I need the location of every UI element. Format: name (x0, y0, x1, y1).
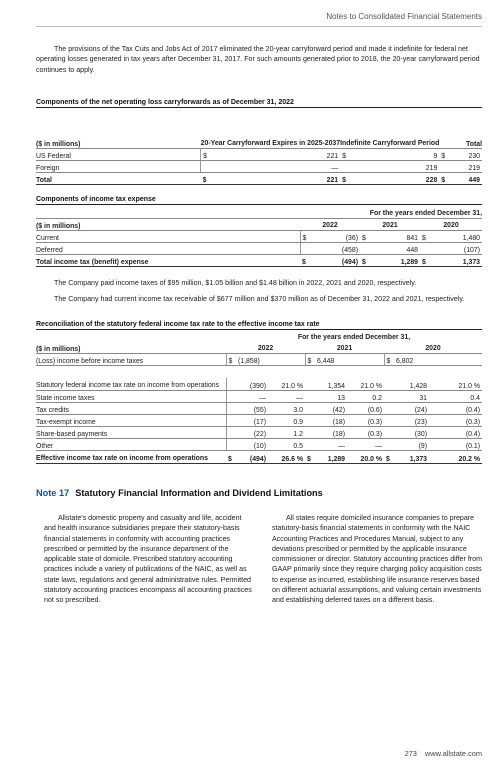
row-label: Tax-exempt income (36, 414, 226, 426)
cell-value: 26.6 % (268, 450, 305, 463)
cell-value: (36) (310, 231, 360, 243)
cell-value: 21.0 % (347, 378, 384, 391)
page-number: 273 (404, 749, 417, 758)
row-label: Statutory federal income tax rate on income from operations (36, 378, 226, 391)
column-header: Indefinite Carryforward Period (340, 112, 439, 148)
cell-value: (24) (394, 402, 429, 414)
cell-value: 228 (357, 172, 440, 184)
nol-table-title: Components of the net operating loss carryforwards as of December 31, 2022 (36, 99, 482, 108)
cell-value: 1.2 (268, 426, 305, 438)
note-left-column: Allstate's domestic property and casualty and life, accident and health insurance subsidiaries prepare their statutory-basis financial statements in conformity with accounting practices prescribed or permitted by the insurance department of the applicable state of domicile. Prescribed statutory accounting practices include a variety of publications of the NAIC, as well as state laws, regulations and general administrative rules. Permitted statutory accounting practices encompass all accounting practices not so prescribed. (44, 514, 252, 605)
cell-value: 449 (447, 172, 482, 184)
cell-value: 1,289 (315, 450, 347, 463)
table-row (36, 354, 482, 366)
cell-value: 21.0 % (268, 378, 305, 391)
note-title: Statutory Financial Information and Dividend Limitations (75, 488, 323, 498)
running-header: Notes to Consolidated Financial Statements (36, 12, 482, 27)
cell-value: 0.2 (347, 390, 384, 402)
year-header: 2021 (360, 219, 420, 231)
cell-value: (494) (236, 450, 268, 463)
row-label: Total income tax (benefit) expense (36, 255, 300, 267)
year-header: 2021 (305, 342, 384, 354)
cell-value: (0.1) (429, 438, 482, 450)
column-header: Total (439, 112, 482, 148)
row-label: Deferred (36, 243, 300, 255)
cell-value: 21.0 % (429, 378, 482, 391)
table-total-row (36, 450, 482, 463)
table-row (36, 402, 482, 414)
note-right-column: All states require domiciled insurance companies to prepare statutory-basis financial statements in conformity with the NAIC Accounting Practices and Procedures Manual, subject to any deviations prescribed or permitted by the applicable insurance commissioner or director. Statutory accounting practices differ from GAAP primarily since they require charging policy acquisition costs to expense as incurred, establishing life insurance reserves based on different actuarial assumptions, and valuing certain investments and establishing deferred taxes on a different basis. (272, 514, 483, 605)
cell-value: (42) (315, 402, 347, 414)
currency-sign: $ (420, 255, 430, 267)
cell-value: 9 (357, 148, 440, 160)
cell-value: 219 (447, 160, 482, 172)
cell-value: 0.9 (268, 414, 305, 426)
cell-value: 221 (224, 148, 340, 160)
table-row (36, 438, 482, 450)
table-row (36, 378, 482, 391)
table-row (36, 231, 482, 243)
unit-label: ($ in millions) (36, 342, 226, 354)
row-label: Foreign (36, 160, 201, 172)
currency-sign: $ (340, 148, 357, 160)
expense-table (36, 207, 482, 267)
cell-value: — (224, 160, 340, 172)
cell-value: (22) (236, 426, 268, 438)
recon-table-title: Reconciliation of the statutory federal income tax rate to the effective income tax rate (36, 321, 482, 330)
expense-table-title: Components of income tax expense (36, 196, 482, 205)
cell-value: 230 (447, 148, 482, 160)
intro-paragraph: The provisions of the Tax Cuts and Jobs Act of 2017 eliminated the 20-year carryforward period and made it indefinite for federal net operating losses generated in tax years after December 31, 2017. For such amounts generated prior to 2018, the 20-year carryforward period continues to apply. (36, 45, 480, 74)
cell-value: (390) (236, 378, 268, 391)
table-row (36, 148, 482, 160)
table-total-row (36, 172, 482, 184)
cell-value: (18) (315, 426, 347, 438)
cell-value: 1,373 (430, 255, 482, 267)
cell-value: (55) (236, 402, 268, 414)
row-label: Share-based payments (36, 426, 226, 438)
cell-value: 1,428 (394, 378, 429, 391)
note-heading (36, 488, 482, 498)
cell-value: (17) (236, 414, 268, 426)
year-header: 2022 (226, 342, 305, 354)
cell-value: (23) (394, 414, 429, 426)
row-label: (Loss) income before income taxes (36, 354, 226, 366)
currency-sign: $ (384, 354, 394, 366)
unit-label: ($ in millions) (36, 112, 201, 148)
currency-sign: $ (439, 172, 447, 184)
year-header: 2022 (300, 219, 360, 231)
currency-sign: $ (420, 231, 430, 243)
nol-table (36, 112, 482, 185)
cell-value: (494) (310, 255, 360, 267)
cell-value: 20.0 % (347, 450, 384, 463)
year-header: 2020 (420, 219, 482, 231)
table-row (36, 160, 482, 172)
cell-value: 1,373 (394, 450, 429, 463)
note-number: Note 17 (36, 488, 70, 498)
currency-sign: $ (300, 255, 310, 267)
row-label: Tax credits (36, 402, 226, 414)
row-label: Total (36, 172, 201, 184)
currency-sign: $ (305, 354, 315, 366)
cell-value: (458) (310, 243, 360, 255)
table-row (36, 243, 482, 255)
currency-sign: $ (384, 450, 394, 463)
span-header: For the years ended December 31, (300, 207, 482, 219)
cell-value: — (268, 390, 305, 402)
cell-value: 1,354 (315, 378, 347, 391)
currency-sign: $ (226, 450, 236, 463)
currency-sign: $ (360, 231, 370, 243)
currency-sign: $ (201, 172, 224, 184)
currency-sign: $ (439, 148, 447, 160)
cell-value: (30) (394, 426, 429, 438)
row-label: Other (36, 438, 226, 450)
currency-sign: $ (360, 255, 370, 267)
cell-value: (107) (430, 243, 482, 255)
cell-value: — (315, 438, 347, 450)
table-total-row (36, 255, 482, 267)
currency-sign: $ (226, 354, 236, 366)
row-label: US Federal (36, 148, 201, 160)
cell-value: (0.6) (347, 402, 384, 414)
cell-value: (0.3) (347, 426, 384, 438)
cell-value: 3.0 (268, 402, 305, 414)
currency-sign: $ (340, 172, 357, 184)
tax-receivable-paragraph: The Company had current income tax receivable of $677 million and $370 million as of December 31, 2022 and 2021, respectively. (54, 295, 465, 303)
row-label: Current (36, 231, 300, 243)
website-link[interactable]: www.allstate.com (424, 749, 482, 758)
cell-value: (0.3) (429, 414, 482, 426)
cell-value: (0.3) (347, 414, 384, 426)
year-header: 2020 (384, 342, 482, 354)
cell-value: 31 (394, 390, 429, 402)
table-row (36, 390, 482, 402)
currency-sign: $ (201, 148, 224, 160)
cell-value: 841 (370, 231, 420, 243)
cell-value: (10) (236, 438, 268, 450)
page-footer (405, 749, 482, 758)
table-row (36, 414, 482, 426)
row-label: Effective income tax rate on income from operations (36, 450, 226, 463)
column-header: 20-Year Carryforward Expires in 2025-2037 (201, 112, 340, 148)
cell-value: 219 (357, 160, 440, 172)
cell-value: (18) (315, 414, 347, 426)
cell-value: 13 (315, 390, 347, 402)
cell-value: (9) (394, 438, 429, 450)
cell-value: (1,858) (236, 354, 268, 366)
cell-value: 448 (370, 243, 420, 255)
cell-value: — (236, 390, 268, 402)
cell-value: 20.2 % (429, 450, 482, 463)
currency-sign: $ (305, 450, 315, 463)
cell-value: 0.5 (268, 438, 305, 450)
cell-value: 6,448 (315, 354, 347, 366)
taxes-paid-paragraph: The Company paid income taxes of $95 million, $1.05 billion and $1.48 billion in 2022, 2021 and 2020, respectively. (54, 279, 417, 287)
table-row (36, 426, 482, 438)
currency-sign: $ (300, 231, 310, 243)
cell-value: 1,480 (430, 231, 482, 243)
cell-value: 1,289 (370, 255, 420, 267)
cell-value: (0.4) (429, 402, 482, 414)
cell-value: 221 (224, 172, 340, 184)
recon-table (36, 331, 482, 464)
cell-value: — (347, 438, 384, 450)
row-label: State income taxes (36, 390, 226, 402)
cell-value: (0.4) (429, 426, 482, 438)
span-header: For the years ended December 31, (297, 334, 411, 341)
unit-label: ($ in millions) (36, 219, 300, 231)
cell-value: 0.4 (429, 390, 482, 402)
cell-value: 6,802 (394, 354, 429, 366)
